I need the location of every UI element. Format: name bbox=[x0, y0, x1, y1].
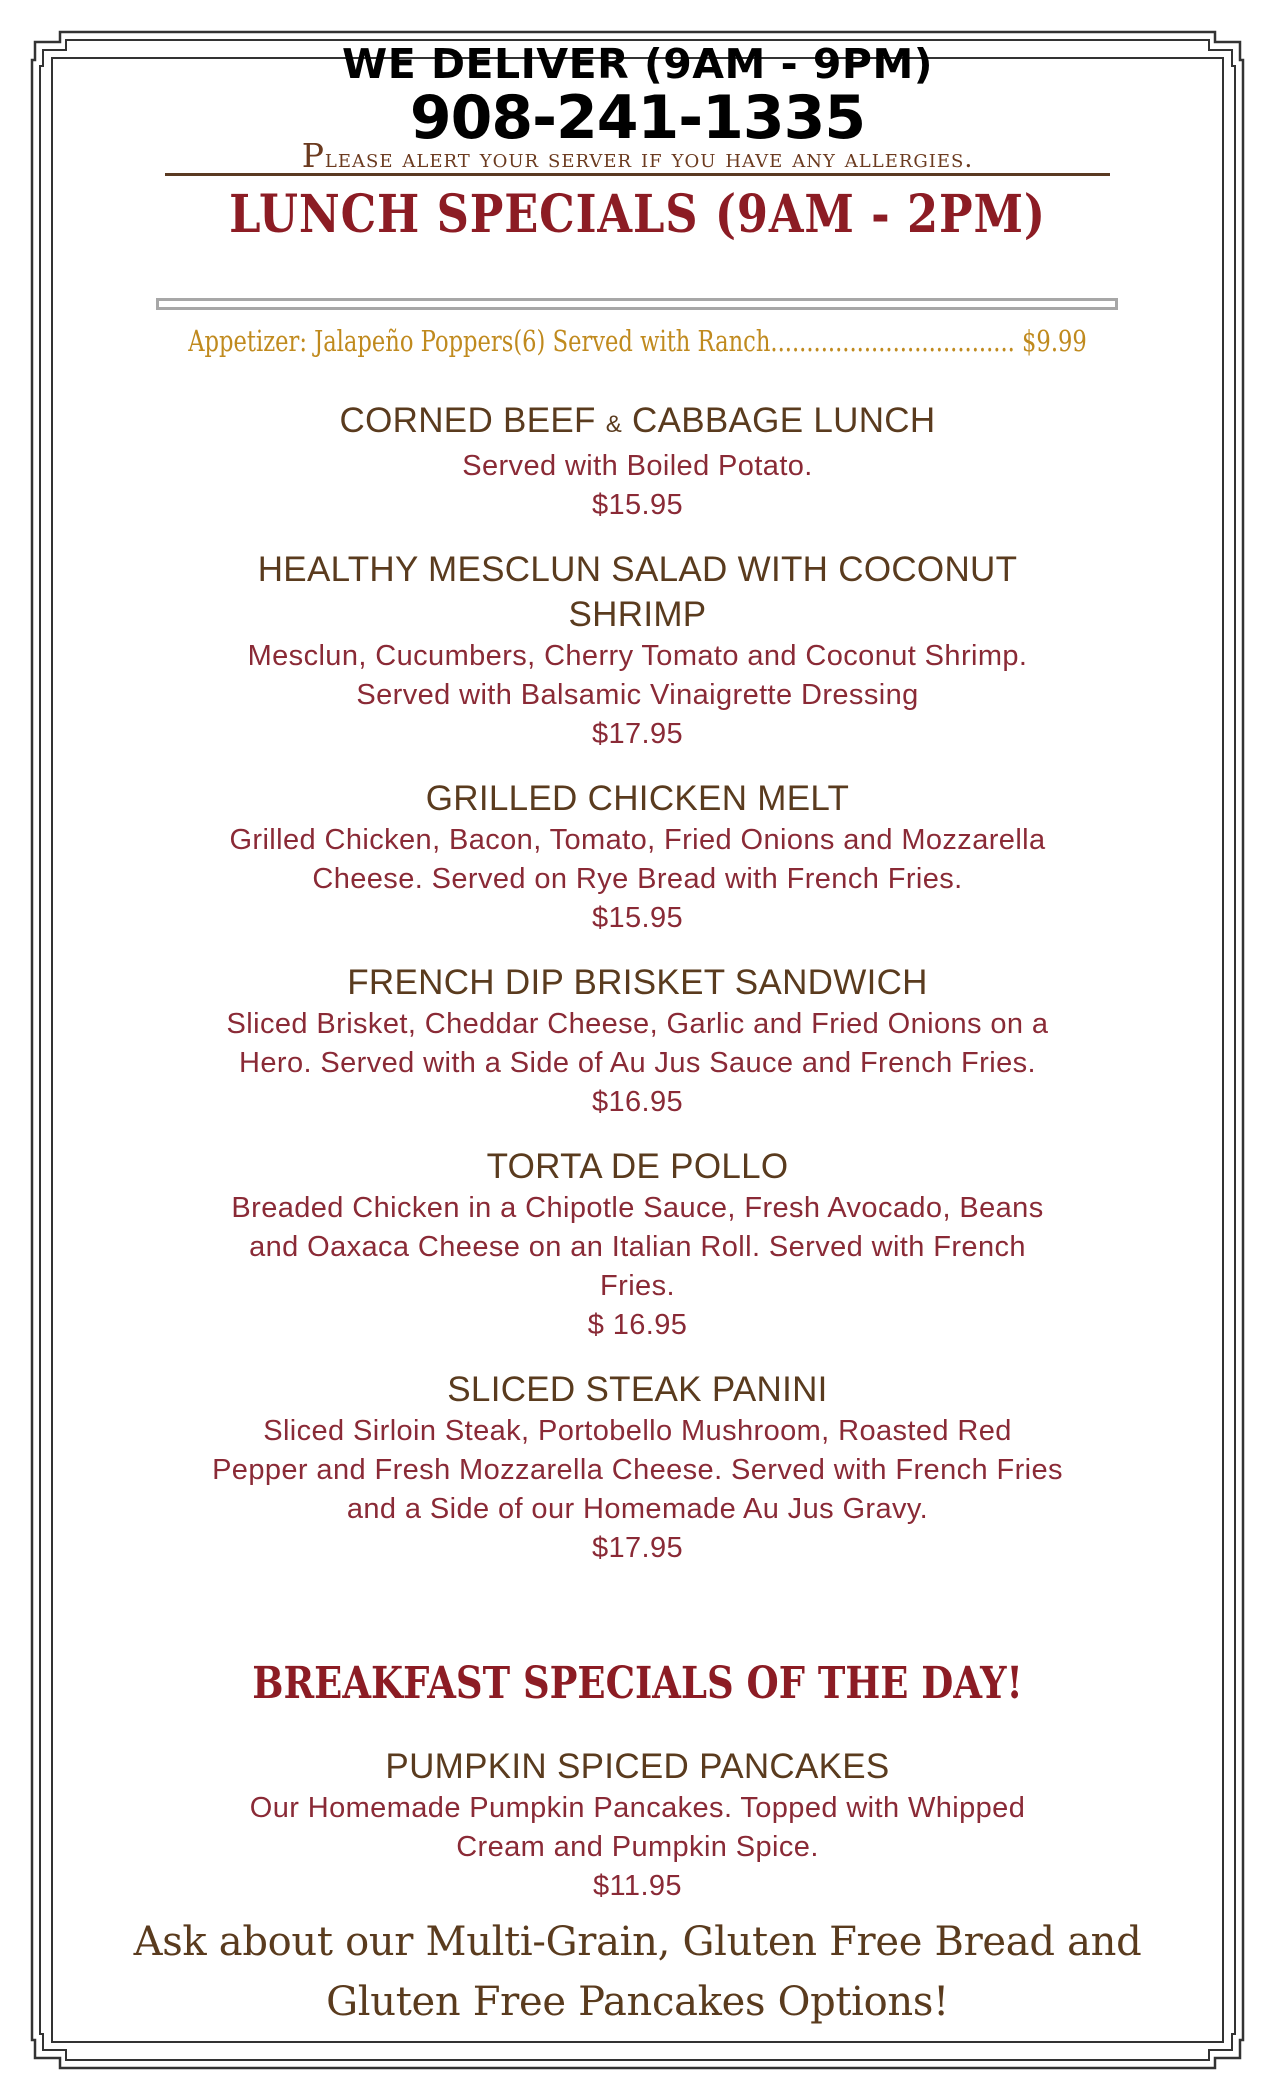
menu-item-description: Breaded Chicken in a Chipotle Sauce, Fresh Avocado, Beans and Oaxaca Cheese on an Italian Roll. Served with French Fries. bbox=[231, 1192, 1044, 1302]
menu-item bbox=[150, 960, 1125, 1122]
menu-item-name: HEALTHY MESCLUN SALAD WITH COCONUT SHRIMP bbox=[257, 550, 1018, 634]
ampersand: & bbox=[605, 411, 622, 438]
menu-item-name: FRENCH DIP BRISKET SANDWICH bbox=[347, 963, 928, 1002]
menu-item bbox=[150, 776, 1125, 938]
menu-item-name-part: CABBAGE LUNCH bbox=[622, 401, 936, 440]
menu-item-price: $17.95 bbox=[591, 1532, 684, 1564]
menu-item-name: GRILLED CHICKEN MELT bbox=[425, 779, 850, 818]
menu-item bbox=[150, 547, 1125, 754]
menu-item-description: Mesclun, Cucumbers, Cherry Tomato and Coconut Shrimp. Served with Balsamic Vinaigrette Dressing bbox=[247, 640, 1028, 711]
lunch-specials-title: LUNCH SPECIALS (9AM - 2PM) bbox=[229, 184, 1046, 245]
menu-item-description: Served with Boiled Potato. bbox=[462, 450, 813, 482]
menu-item bbox=[150, 398, 1125, 525]
menu-item-name: TORTA DE POLLO bbox=[486, 1147, 789, 1186]
section-divider bbox=[156, 298, 1118, 310]
menu-item-description: Sliced Sirloin Steak, Portobello Mushroom, Roasted Red Pepper and Fresh Mozzarella Cheese. Served with French Fries and a Side of our Homemade Au Jus Gravy. bbox=[212, 1415, 1063, 1525]
menu-item-price: $15.95 bbox=[591, 902, 684, 934]
menu-item-price: $11.95 bbox=[593, 1870, 682, 1902]
menu-item-price: $15.95 bbox=[591, 489, 684, 521]
phone-number[interactable]: 908-241-1335 bbox=[409, 83, 866, 153]
breakfast-items-list bbox=[150, 1744, 1125, 1928]
menu-item bbox=[150, 1367, 1125, 1568]
lunch-items-list bbox=[150, 398, 1125, 1590]
menu-item-description: Our Homemade Pumpkin Pancakes. Topped with Whipped Cream and Pumpkin Spice. bbox=[249, 1792, 1026, 1863]
menu-item-price: $ 16.95 bbox=[587, 1309, 688, 1341]
allergy-notice-text: lease alert your server if you have any allergies. bbox=[324, 144, 974, 173]
menu-item-name: SLICED STEAK PANINI bbox=[447, 1370, 828, 1409]
menu-item-name-part: CORNED BEEF bbox=[339, 401, 606, 440]
gluten-free-note-line: Gluten Free Pancakes Options! bbox=[326, 1979, 949, 2025]
appetizer-line: Appetizer: Jalapeño Poppers(6) Served with Ranch.................................. $9.99 bbox=[188, 324, 1087, 358]
menu-item-description: Sliced Brisket, Cheddar Cheese, Garlic and Fried Onions on a Hero. Served with a Side of Au Jus Sauce and French Fries. bbox=[226, 1008, 1049, 1079]
allergy-notice bbox=[165, 140, 1110, 176]
menu-item bbox=[150, 1144, 1125, 1345]
gluten-free-note bbox=[100, 1912, 1175, 2032]
menu-item-name: PUMPKIN SPICED PANCAKES bbox=[385, 1747, 890, 1786]
delivery-hours: WE DELIVER (9AM - 9PM) bbox=[342, 40, 933, 88]
menu-item bbox=[150, 1744, 1125, 1906]
menu-item-price: $17.95 bbox=[591, 718, 684, 750]
menu-item-name bbox=[150, 398, 1125, 447]
menu-item-price: $16.95 bbox=[591, 1086, 684, 1118]
gluten-free-note-line: Ask about our Multi-Grain, Gluten Free Bread and bbox=[133, 1919, 1142, 1965]
menu-item-description: Grilled Chicken, Bacon, Tomato, Fried Onions and Mozzarella Cheese. Served on Rye Bread with French Fries. bbox=[229, 824, 1046, 895]
breakfast-specials-title: BREAKFAST SPECIALS OF THE DAY! bbox=[252, 1658, 1023, 1709]
allergy-notice-initial: P bbox=[301, 140, 325, 175]
